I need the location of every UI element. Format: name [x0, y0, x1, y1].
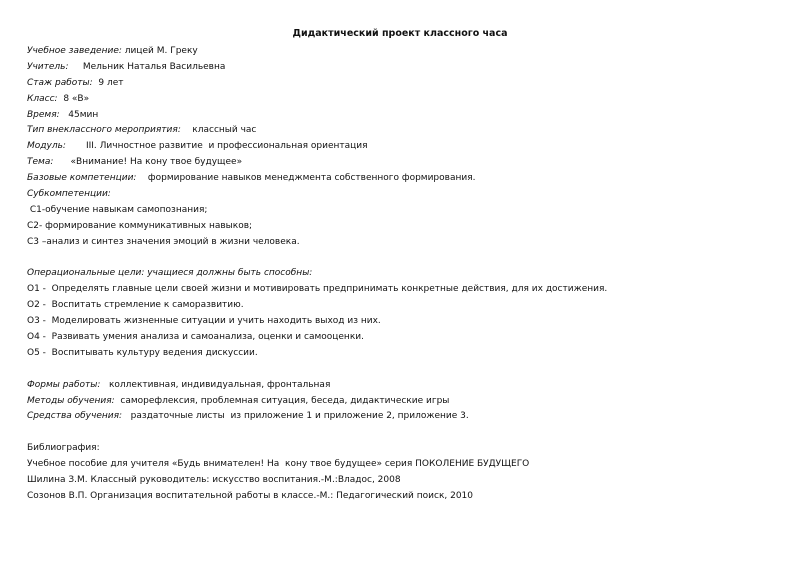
objective-item: О1 - Определять главные цели своей жизни и мотивировать предпринимать конкретные действия, для их достижения. [27, 284, 608, 295]
bibliography-heading: Библиография: [27, 443, 100, 454]
objectives-heading: Операциональные цели: учащиеся должны быть способны: [27, 268, 313, 279]
document-body [27, 44, 787, 505]
subcompetency-item: С3 –анализ и синтез значения эмоций в жизни человека. [27, 236, 300, 247]
field-topic: Тема: «Внимание! На кону твое будущее» [27, 157, 243, 168]
field-institution: Учебное заведение: лицей М. Греку [27, 46, 198, 56]
objective-item: О2 - Воспитать стремление к саморазвитию. [27, 300, 244, 311]
field-teaching-methods: Методы обучения: саморефлексия, проблемная ситуация, беседа, дидактические игры [27, 395, 450, 406]
subcompetency-item: С1-обучение навыкам самопознания; [27, 204, 208, 215]
bibliography-item: Шилина З.М. Классный руководитель: искусство воспитания.-М.:Владос, 2008 [27, 475, 401, 486]
field-teaching-means: Средства обучения: раздаточные листы из приложение 1 и приложение 2, приложение 3. [27, 411, 469, 422]
field-teacher: Учитель: Мельник Наталья Васильевна [27, 61, 226, 72]
field-time: Время: 45мин [27, 109, 99, 120]
field-module: Модуль: III. Личностное развитие и профессиональная ориентация [27, 141, 368, 152]
field-activity-type: Тип внеклассного мероприятия: классный час [27, 125, 257, 136]
objective-item: О5 - Воспитывать культуру ведения дискуссии. [27, 347, 258, 358]
bibliography-item: Учебное пособие для учителя «Будь внимателен! На кону твое будущее» серия ПОКОЛЕНИЕ БУДУЩЕГО [27, 459, 530, 470]
subcompetencies-heading: Субкомпетенции: [27, 189, 111, 200]
field-work-forms: Формы работы: коллективная, индивидуальная, фронтальная [27, 379, 331, 390]
spacer [27, 251, 787, 267]
bibliography-item: Созонов В.П. Организация воспитательной работы в классе.-М.: Педагогический поиск, 2010 [27, 490, 474, 501]
spacer [27, 425, 787, 441]
objective-item: О4 - Развивать умения анализа и самоанализа, оценки и самооценки. [27, 332, 364, 343]
field-base-competencies: Базовые компетенции: формирование навыков менеджмента собственного формирования. [27, 173, 476, 184]
document-title: Дидактический проект классного часа [292, 28, 508, 39]
spacer [27, 362, 787, 378]
subcompetency-item: С2- формирование коммуникативных навыков; [27, 220, 253, 231]
field-class: Класс: 8 «В» [27, 93, 90, 104]
field-experience: Стаж работы: 9 лет [27, 77, 124, 88]
objective-item: О3 - Моделировать жизненные ситуации и учить находить выход из них. [27, 316, 381, 327]
